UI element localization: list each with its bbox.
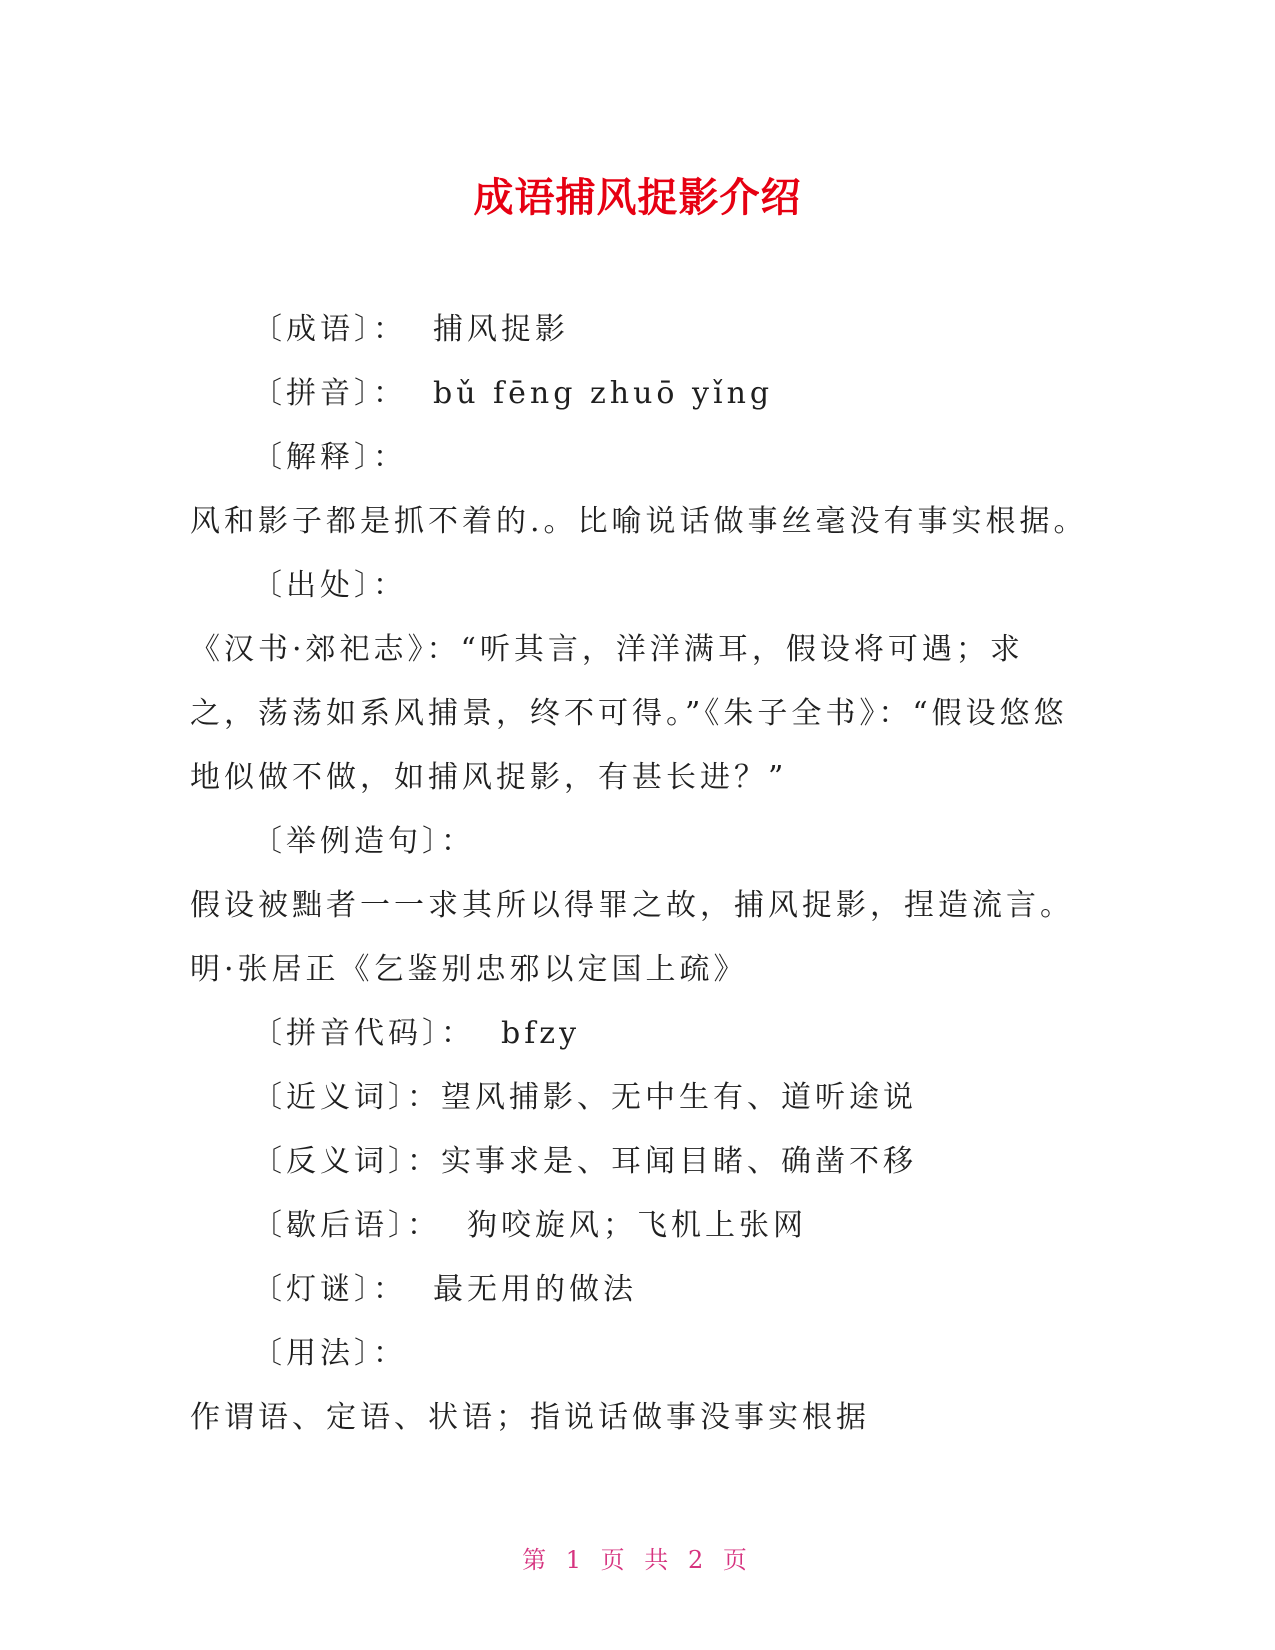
xiehouyu-value: 狗咬旋风；飞机上张网	[467, 1208, 807, 1243]
synonym-value: 望风捕影、无中生有、道听途说	[441, 1080, 917, 1115]
explain-label-row	[190, 426, 1090, 490]
explain-value: 风和影子都是抓不着的.。比喻说话做事丝毫没有事实根据。	[190, 504, 1088, 539]
synonym-row	[190, 1066, 1090, 1130]
explain-label: 〔解释〕：	[252, 440, 407, 475]
page-title: 成语捕风捉影介绍	[473, 175, 802, 221]
code-row	[190, 1002, 1090, 1066]
synonym-label: 〔近义词〕：	[252, 1080, 441, 1115]
idiom-value: 捕风捉影	[433, 312, 569, 347]
example-value: 假设被黜者一一求其所以得罪之故，捕风捉影，捏造流言。明·张居正《乞鉴别忠邪以定国上疏》	[190, 888, 1074, 987]
source-label: 〔出处〕：	[252, 568, 407, 603]
idiom-row	[190, 298, 1090, 362]
xiehouyu-row	[190, 1194, 1090, 1258]
example-label-row	[190, 810, 1090, 874]
pinyin-label: 〔拼音〕：	[252, 376, 407, 411]
page-footer: 第 1 页 共 2 页	[522, 1546, 753, 1574]
antonym-value: 实事求是、耳闻目睹、确凿不移	[441, 1144, 917, 1179]
riddle-label: 〔灯谜〕：	[252, 1272, 407, 1307]
source-value: 《汉书·郊祀志》：“听其言，洋洋满耳，假设将可遇；求之，荡荡如系风捕景，终不可得。”《朱子全书》：“假设悠悠地似做不做，如捕风捉影，有甚长进？”	[190, 632, 1068, 795]
pinyin-value: bǔ fēng zhuō yǐng	[433, 376, 774, 411]
riddle-value: 最无用的做法	[433, 1272, 637, 1307]
xiehouyu-label: 〔歇后语〕：	[252, 1208, 441, 1243]
usage-value-row	[190, 1386, 1090, 1450]
antonym-row	[190, 1130, 1090, 1194]
code-value: bfzy	[501, 1016, 581, 1051]
usage-label: 〔用法〕：	[252, 1336, 407, 1371]
usage-value: 作谓语、定语、状语；指说话做事没事实根据	[190, 1400, 870, 1435]
code-label: 〔拼音代码〕：	[252, 1016, 475, 1051]
usage-label-row	[190, 1322, 1090, 1386]
antonym-label: 〔反义词〕：	[252, 1144, 441, 1179]
explain-value-row	[190, 490, 1090, 554]
pinyin-row	[190, 362, 1090, 426]
document-body	[190, 298, 1090, 1450]
example-label: 〔举例造句〕：	[252, 824, 475, 859]
source-label-row	[190, 554, 1090, 618]
idiom-label: 〔成语〕：	[252, 312, 407, 347]
riddle-row	[190, 1258, 1090, 1322]
